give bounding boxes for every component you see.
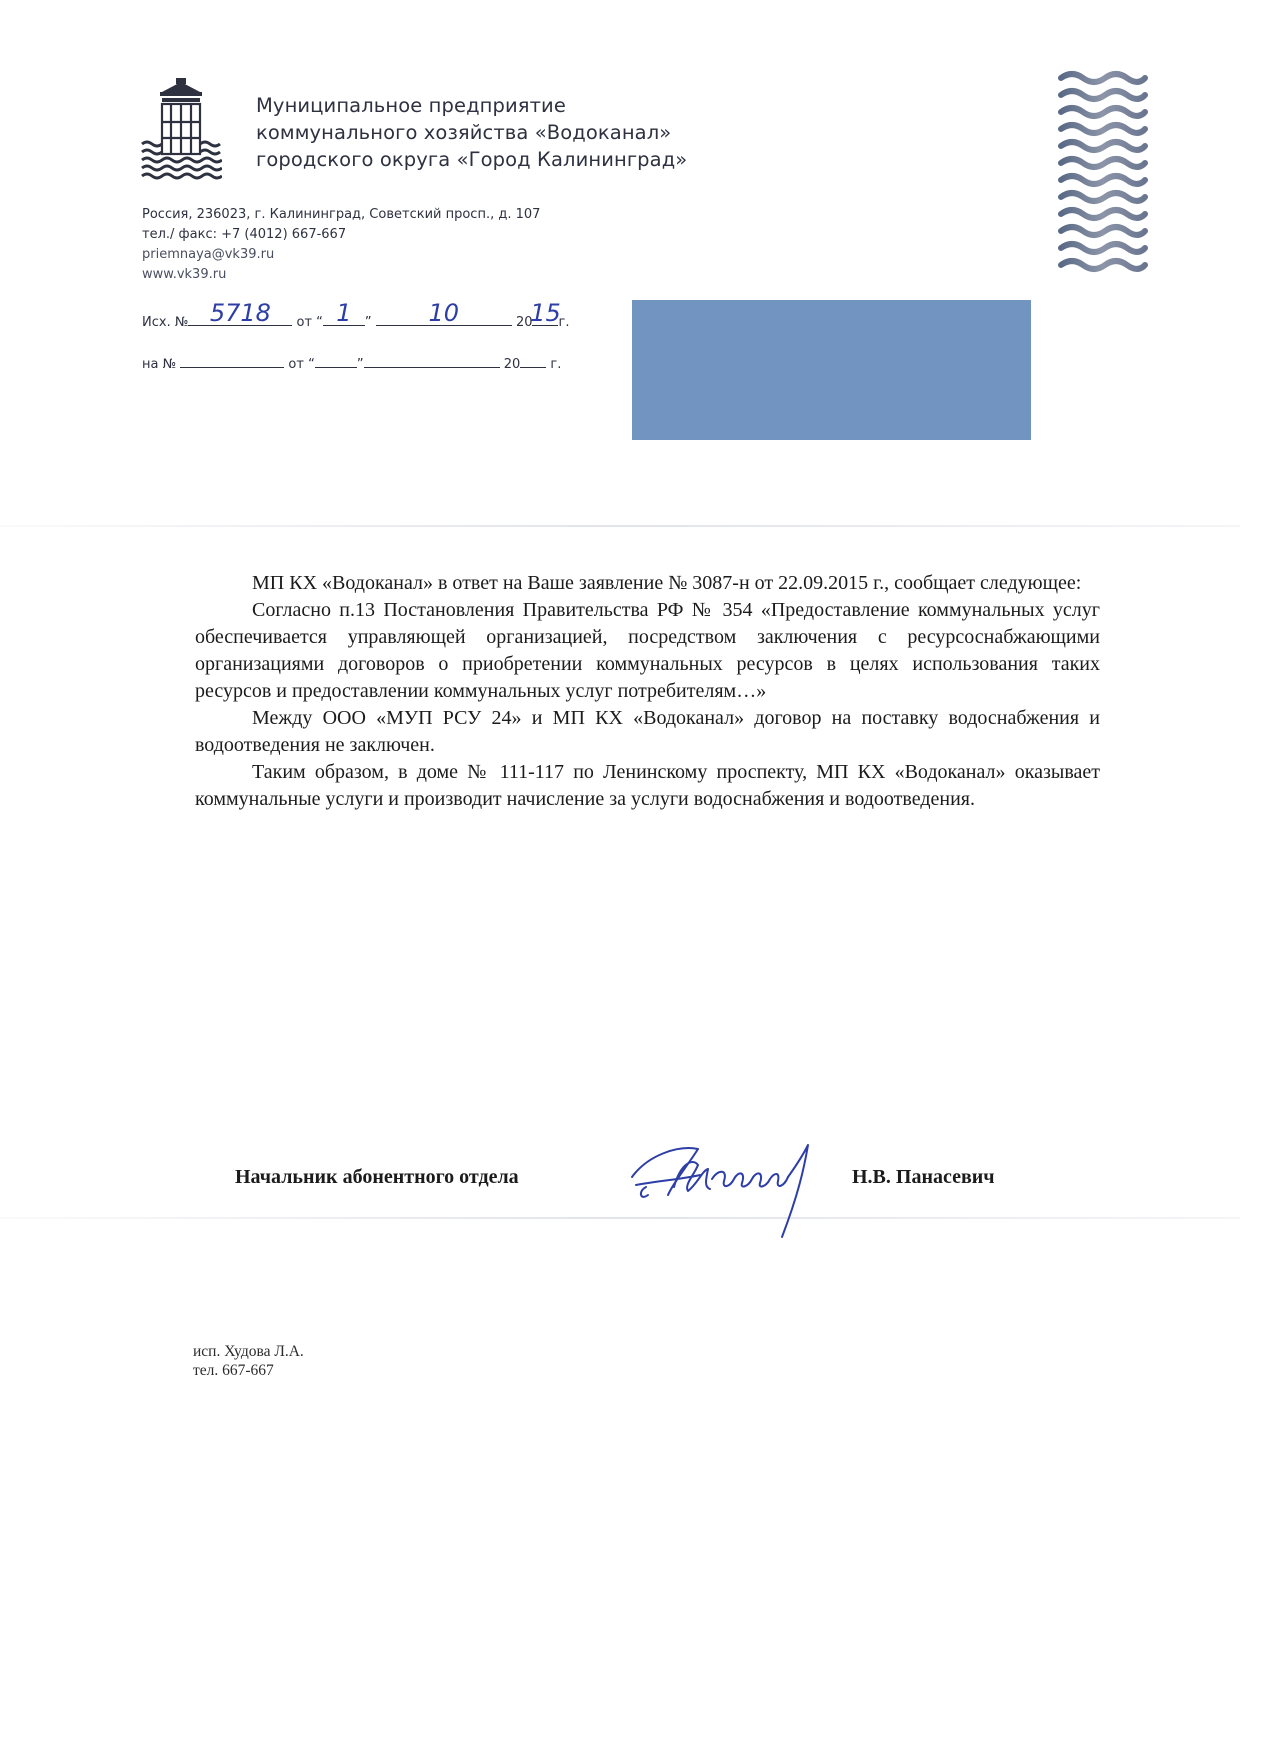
incoming-year-prefix: 20 — [503, 357, 521, 372]
outgoing-month-field — [376, 299, 512, 327]
wave-pattern-icon — [1057, 70, 1149, 280]
body-paragraph-2: Согласно п.13 Постановления Правительства РФ № 354 «Предоставление коммунальных услуг обеспечивается управляющей организацией, посредством заключения с ресурсоснабжающими организациями договоров о приобретении коммунальных ресурсов в целях использования таких ресурсов и предоставлении коммунальных услуг потребителям…» — [195, 599, 1100, 702]
vodokanal-logo-icon — [140, 78, 222, 182]
body-paragraph-4: Таким образом, в доме № 111-117 по Ленинскому проспекту, МП КХ «Водоканал» оказывает коммунальные услуги и производит начисление за услуги водоснабжения и водоотведения. — [195, 761, 1100, 810]
incoming-reference — [142, 351, 561, 372]
executor-phone: тел. 667-667 — [193, 1362, 274, 1379]
fold-line-bottom — [0, 1217, 1240, 1219]
phone: тел./ факс: +7 (4012) 667-667 — [142, 227, 347, 242]
outgoing-reference — [142, 299, 570, 330]
body-paragraph-1: МП КХ «Водоканал» в ответ на Ваше заявление № 3087-н от 22.09.2015 г., сообщает следующее: — [252, 572, 1082, 594]
incoming-month-field — [364, 351, 500, 368]
incoming-number-field — [180, 351, 284, 368]
outgoing-year-field — [530, 299, 561, 327]
incoming-quote-close: ” — [356, 357, 364, 372]
website: www.vk39.ru — [142, 267, 227, 282]
redacted-recipient-block — [632, 300, 1031, 440]
outgoing-day-field — [323, 299, 365, 327]
handwritten-signature — [628, 1135, 848, 1240]
incoming-year-field — [520, 351, 546, 368]
org-name-line-1: Муниципальное предприятие — [256, 94, 566, 117]
outgoing-quote-close: ” — [364, 315, 372, 330]
outgoing-day: 1 — [336, 299, 352, 327]
outgoing-from-label: от “ — [296, 315, 323, 330]
outgoing-year-prefix: 20 — [515, 315, 533, 330]
outgoing-no-label: Исх. № — [142, 315, 189, 330]
outgoing-year: 15 — [530, 299, 561, 327]
executor-name: исп. Худова Л.А. — [193, 1343, 304, 1360]
incoming-no-label: на № — [142, 357, 177, 372]
org-name-line-3: городского округа «Город Калининград» — [256, 148, 688, 171]
signer-title: Начальник абонентного отдела — [235, 1166, 519, 1188]
contact-block — [142, 205, 540, 285]
letter-body — [195, 570, 1100, 813]
org-name-line-2: коммунального хозяйства «Водоканал» — [256, 121, 672, 144]
outgoing-month: 10 — [428, 299, 460, 327]
address: Россия, 236023, г. Калининград, Советский просп., д. 107 — [142, 207, 541, 222]
incoming-day-field — [315, 351, 357, 368]
outgoing-number: 5718 — [209, 299, 271, 327]
fold-line-top — [0, 525, 1240, 527]
incoming-from-label: от “ — [288, 357, 315, 372]
body-paragraph-3: Между ООО «МУП РСУ 24» и МП КХ «Водоканал» договор на поставку водоснабжения и водоотведения не заключен. — [195, 707, 1100, 756]
outgoing-year-suffix: г. — [558, 315, 570, 330]
organization-name — [256, 92, 687, 173]
incoming-year-suffix: г. — [550, 357, 562, 372]
email: priemnaya@vk39.ru — [142, 247, 275, 262]
outgoing-number-field — [188, 299, 292, 327]
executor-block — [193, 1342, 304, 1380]
signer-name: Н.В. Панасевич — [852, 1166, 995, 1188]
